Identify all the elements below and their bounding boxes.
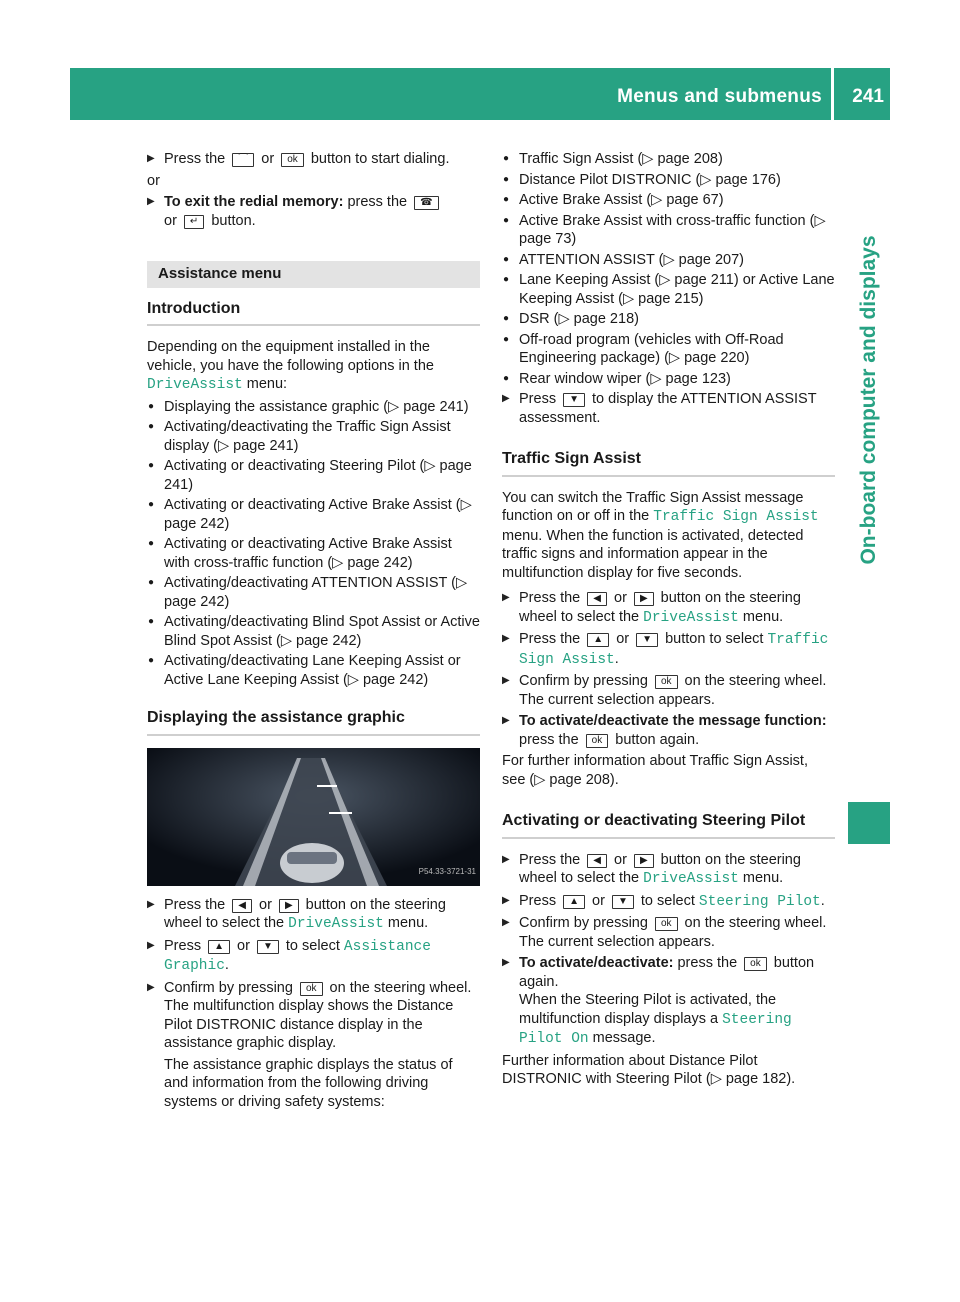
heading-display-assistance-graphic: Displaying the assistance graphic [147, 709, 480, 736]
back-icon: ↵ [184, 215, 204, 229]
tsa-step-result: The current selection appears. [519, 691, 715, 708]
down-arrow-icon: ▼ [563, 393, 585, 407]
list-item: ● DSR (▷ page 218) [502, 310, 835, 329]
ok-key-icon: ok [300, 982, 323, 996]
assistance-graphic-illustration [147, 748, 480, 886]
sp-step-toggle: ▶ To activate/deactivate: press the ok button again. When the Steering Pilot is activated, the multifunction display displays a Steering Pilot On message. [502, 954, 835, 1049]
display-step-select-menu: ▶ Press the ◀ or ▶ button on the steering wheel to select the DriveAssist menu. [147, 896, 480, 934]
list-item: ● Distance Pilot DISTRONIC (▷ page 176) [502, 171, 835, 190]
list-item: ● Activating or deactivating Steering Pilot (▷ page 241) [147, 457, 480, 494]
chapter-title: On-board computer and displays [857, 235, 880, 565]
down-arrow-icon: ▼ [612, 895, 634, 909]
sp-further-info: Further information about Distance Pilot DISTRONIC with Steering Pilot (▷ page 182). [502, 1052, 796, 1087]
list-item: ● Activating/deactivating Blind Spot Assist or Active Blind Spot Assist (▷ page 242) [147, 613, 480, 650]
chapter-tab [848, 120, 890, 680]
ok-key-icon: ok [281, 153, 304, 167]
left-column [147, 150, 480, 1114]
list-item: ● ATTENTION ASSIST (▷ page 207) [502, 251, 835, 270]
right-arrow-icon: ▶ [634, 592, 654, 606]
sp-step-result: The current selection appears. [519, 933, 715, 950]
right-arrow-icon: ▶ [279, 899, 299, 913]
display-step-select-item: ▶ Press ▲ or ▼ to select Assistance Graphic. [147, 937, 480, 976]
right-arrow-icon: ▶ [634, 854, 654, 868]
display-step-confirm: ▶ Confirm by pressing ok on the steering wheel. The multifunction display shows the Distance Pilot DISTRONIC distance display in the assistance graphic display. The assistance graphic displays the status of and information from the following driving systems or driving safety systems: [147, 979, 480, 1112]
heading-traffic-sign-assist: Traffic Sign Assist [502, 450, 835, 477]
list-item: ● Traffic Sign Assist (▷ page 208) [502, 150, 835, 169]
list-item: ● Active Brake Assist (▷ page 67) [502, 191, 835, 210]
ok-key-icon: ok [744, 957, 767, 971]
ok-key-icon: ok [655, 675, 678, 689]
sp-step-select-menu: ▶ Press the ◀ or ▶ button on the steering wheel to select the DriveAssist menu. [502, 851, 835, 889]
list-item: ● Rear window wiper (▷ page 123) [502, 370, 835, 389]
right-column [502, 150, 835, 1092]
list-item: ● Activating or deactivating Active Brake Assist with cross-traffic function (▷ page 242) [147, 535, 480, 572]
left-arrow-icon: ◀ [587, 854, 607, 868]
tsa-step-select-item: ▶ Press the ▲ or ▼ button to select Traffic Sign Assist. [502, 630, 835, 669]
list-item: ● Active Brake Assist with cross-traffic function (▷ page 73) [502, 212, 835, 249]
up-arrow-icon: ▲ [563, 895, 585, 909]
chapter-marker [848, 802, 890, 844]
display-step-systems-intro: The assistance graphic displays the status of and information from the following driving systems or driving safety systems: [164, 1056, 453, 1110]
section-heading-assistance: Assistance menu [147, 261, 480, 288]
list-item: ● Activating/deactivating the Traffic Sign Assist display (▷ page 241) [147, 418, 480, 455]
header-title: Menus and submenus [617, 86, 822, 107]
or-text: or [147, 172, 160, 189]
heading-introduction: Introduction [147, 300, 480, 327]
attention-assist-step: ▶ Press ▼ to display the ATTENTION ASSIST assessment. [502, 390, 835, 427]
left-arrow-icon: ◀ [232, 899, 252, 913]
down-arrow-icon: ▼ [257, 940, 279, 954]
down-arrow-icon: ▼ [636, 633, 658, 647]
list-item: ● Activating or deactivating Active Brake Assist (▷ page 242) [147, 496, 480, 533]
sp-step-result-message: When the Steering Pilot is activated, the multifunction display displays a Steering Pilot On message. [519, 992, 792, 1047]
sp-step-select-item: ▶ Press ▲ or ▼ to select Steering Pilot. [502, 892, 835, 912]
sp-step-confirm: ▶ Confirm by pressing ok on the steering wheel. The current selection appears. [502, 914, 835, 951]
list-item: ● Displaying the assistance graphic (▷ page 241) [147, 398, 480, 417]
ok-key-icon: ok [586, 734, 609, 748]
redial-step-exit: ▶ To exit the redial memory: press the ☎ or ↵ button. [147, 193, 480, 230]
tsa-further-info: For further information about Traffic Sign Assist, see (▷ page 208). [502, 753, 808, 788]
display-step-result: The multifunction display shows the Distance Pilot DISTRONIC distance display in the assistance graphic display. [164, 998, 454, 1051]
list-item: ● Activating/deactivating Lane Keeping Assist or Active Lane Keeping Assist (▷ page 242) [147, 652, 480, 689]
redial-step-press: ▶ Press the ⌒ or ok button to start dialing. [147, 150, 480, 169]
tsa-step-select-menu: ▶ Press the ◀ or ▶ button on the steering wheel to select the DriveAssist menu. [502, 589, 835, 627]
tsa-step-toggle: ▶ To activate/deactivate the message function: press the ok button again. [502, 712, 835, 749]
header-separator [831, 68, 834, 120]
hang-up-icon: ☎ [414, 196, 438, 210]
image-caption: P54.33-3721-31 [418, 867, 476, 876]
ok-key-icon: ok [655, 917, 678, 931]
list-item: ● Off-road program (vehicles with Off-Road Engineering package) (▷ page 220) [502, 331, 835, 368]
page-number: 241 [852, 86, 884, 107]
tsa-paragraph: You can switch the Traffic Sign Assist message function on or off in the Traffic Sign Assist menu. When the function is activated, detected traffic signs and information appear in the multifunction display for five seconds. [502, 489, 819, 581]
intro-paragraph: Depending on the equipment installed in the vehicle, you have the following options in the DriveAssist menu: [147, 339, 434, 393]
list-item: ● Activating/deactivating ATTENTION ASSIST (▷ page 242) [147, 574, 480, 611]
tsa-step-confirm: ▶ Confirm by pressing ok on the steering wheel. The current selection appears. [502, 672, 835, 709]
left-arrow-icon: ◀ [587, 592, 607, 606]
list-item: ● Lane Keeping Assist (▷ page 211) or Active Lane Keeping Assist (▷ page 215) [502, 271, 835, 308]
heading-steering-pilot: Activating or deactivating Steering Pilot [502, 812, 835, 839]
page-header [70, 68, 890, 120]
phone-icon: ⌒ [232, 153, 254, 167]
up-arrow-icon: ▲ [208, 940, 230, 954]
up-arrow-icon: ▲ [587, 633, 609, 647]
